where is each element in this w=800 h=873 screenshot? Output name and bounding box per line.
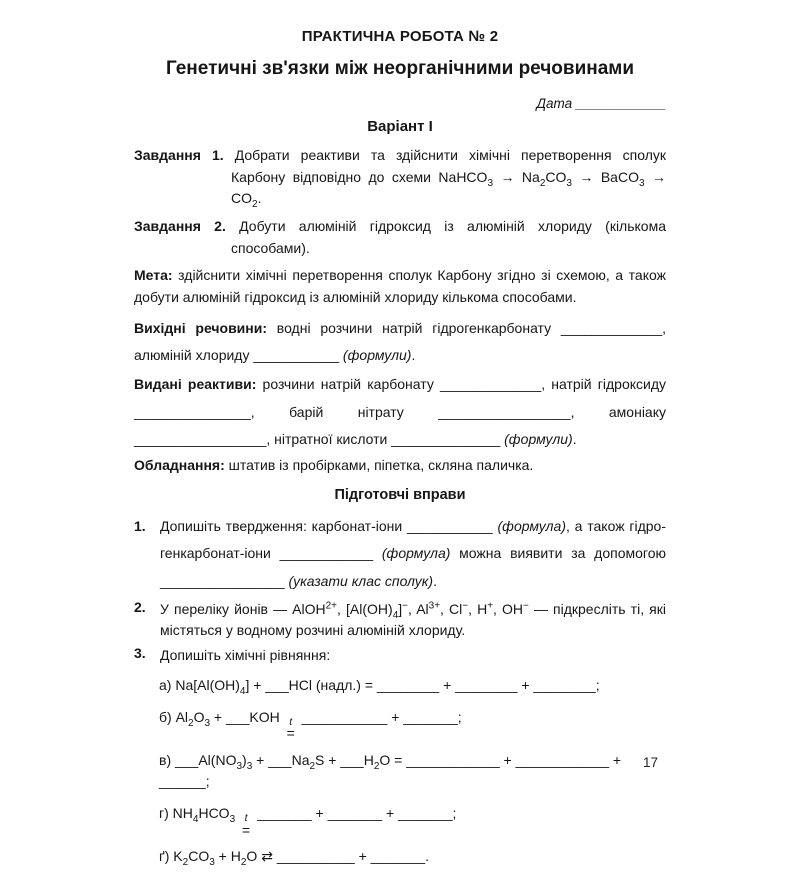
page-subtitle: Генетичні зв'язки між неорганічними речовинами	[165, 58, 635, 79]
equation-g: ґ) $K_2CO_3 + H_2O$ ⇄ __________ + _______.	[159, 848, 430, 868]
equation-b: б) $Al_2O_3$ + ___KOH t = ___________ + _______;	[159, 708, 462, 742]
item-number: 2.	[134, 598, 146, 615]
goal: Мета: здійснити хімічні перетворення сполук Карбону згідно зі схемою, а також добути алюміній гідроксид із алюміній хлориду кількома способами.	[134, 267, 666, 306]
item-number: 1.	[134, 517, 146, 534]
equation-v: в) $\_\_\_Al(NO_3)_3$ + $\_\_\_Na_2S$ + $\_\_\_H_2O$ = ____________ + ____________ + ______;	[159, 751, 622, 790]
section-heading-preparatory-exercises: Підготовчі вправи	[334, 486, 466, 503]
initial-substances: Вихідні речовини: водні розчини натрій гідрогенкарбонату _____________, алюміній хлориду ___________ (формули).	[134, 319, 666, 364]
exercise-2	[134, 599, 666, 641]
t-over-equals-sign: t =	[242, 812, 251, 838]
t-over-equals-sign: t =	[286, 715, 295, 742]
equation-h: г) $NH_4HCO_3$ t = _______ + _______ + _______;	[159, 805, 457, 838]
body-content	[134, 145, 666, 873]
provided-reagents: Видані реактиви: розчини натрій карбонату _____________, натрій гідроксиду _______________, барій нітрату _________________, амоніаку _________________, нітратної кислоти ______________ (формули).	[134, 376, 667, 447]
exercise-3	[134, 645, 666, 666]
page-number: 17	[642, 755, 658, 770]
variant-heading: Варіант І	[367, 118, 433, 135]
item-text: Допишіть твердження: карбонат-іони ___________ (формула), а також гідро-генкарбонат-іони ____________ (формула) можна виявити за допомогою ________________ (указати клас сполук).	[160, 517, 666, 589]
equipment: Обладнання: штатив із пробірками, піпетка, скляна паличка.	[134, 457, 534, 474]
equation-a: а) $Na[Al(OH)_4]$ + ___HCl (надл.) = ________ + ________ + ________;	[159, 676, 600, 697]
page-title: ПРАКТИЧНА РОБОТА № 2	[301, 28, 499, 45]
task-1: Завдання 1. Добрати реактиви та здійснити хімічні перетворення сполук Карбону відповідно до схеми NaHCO$_3$ → $Na_2CO_3$ → BaCO$_3$ → $CO_2$.	[134, 147, 667, 211]
exercise-1	[134, 513, 666, 595]
item-text: Допишіть хімічні рівняння:	[160, 646, 331, 663]
date-field: Дата ____________	[536, 96, 666, 111]
task-2: Завдання 2. Добути алюміній гідроксид із алюміній хлориду (кількома способами).	[134, 218, 666, 256]
worksheet-page	[134, 0, 667, 868]
item-text: У переліку йонів — AlOH$^{2+}$, $[Al(OH)_4]^-$, $Al^{3+}$, Cl−, H+, OH− — підкресліть ті, які містяться у водному розчині алюміній хлориду.	[160, 600, 666, 638]
item-number: 3.	[134, 644, 146, 661]
